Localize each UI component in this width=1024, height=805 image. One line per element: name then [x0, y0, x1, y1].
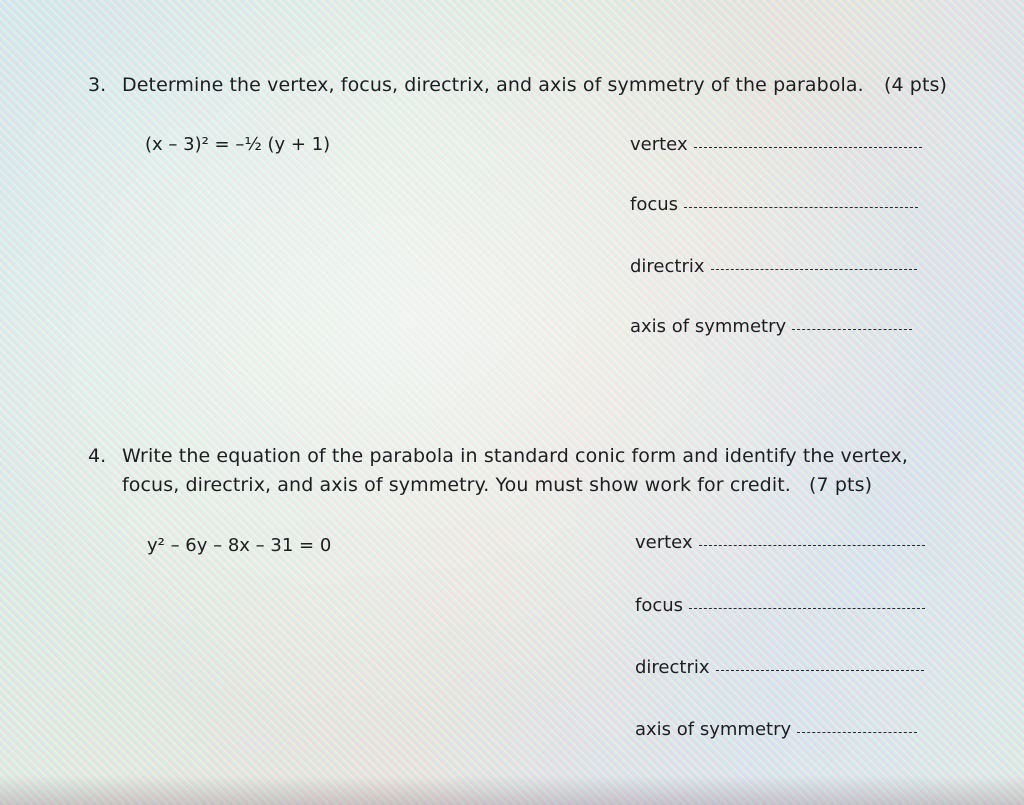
question-4-directrix-label: directrix [635, 657, 710, 678]
question-3-vertex-field [630, 134, 922, 155]
question-3-vertex-blank[interactable] [694, 146, 922, 148]
question-3-prompt-text: Determine the vertex, focus, directrix, and axis of symmetry of the parabola. [122, 74, 864, 96]
question-3-number: 3. [88, 74, 107, 96]
question-4-focus-label: focus [635, 595, 684, 616]
question-3-directrix-label: directrix [630, 256, 705, 277]
question-4-equation: y² – 6y – 8x – 31 = 0 [147, 535, 332, 556]
question-3-axis-label: axis of symmetry [630, 316, 787, 337]
question-3-focus-label: focus [630, 194, 679, 215]
question-3-vertex-label: vertex [630, 134, 688, 155]
question-4-axis-field [635, 719, 917, 740]
question-4-directrix-field [635, 657, 924, 678]
question-4-prompt-line1: Write the equation of the parabola in standard conic form and identify the vertex, [122, 445, 909, 467]
question-4-vertex-field [635, 532, 925, 553]
question-3-focus-blank[interactable] [684, 206, 918, 208]
screen-bottom-edge [0, 775, 1024, 805]
question-3-equation: (x – 3)² = –½ (y + 1) [145, 134, 331, 155]
question-4-number: 4. [88, 445, 107, 467]
question-3-prompt [122, 70, 947, 100]
question-3-focus-field [630, 194, 918, 215]
question-4-focus-field [635, 595, 925, 616]
question-4-axis-label: axis of symmetry [635, 719, 792, 740]
question-4-axis-blank[interactable] [797, 731, 917, 733]
question-3-points: (4 pts) [883, 74, 948, 96]
question-3-axis-blank[interactable] [792, 328, 912, 330]
question-4-focus-blank[interactable] [689, 607, 925, 609]
question-4-points: (7 pts) [809, 474, 873, 496]
question-3-directrix-field [630, 256, 917, 277]
question-3-axis-field [630, 316, 912, 337]
question-4-vertex-label: vertex [635, 532, 693, 553]
question-4-vertex-blank[interactable] [699, 544, 925, 546]
question-4-prompt-line2 [122, 470, 872, 500]
question-3-directrix-blank[interactable] [711, 268, 917, 270]
question-4-directrix-blank[interactable] [716, 669, 924, 671]
question-4-prompt-text: focus, directrix, and axis of symmetry. You must show work for credit. [122, 474, 791, 496]
